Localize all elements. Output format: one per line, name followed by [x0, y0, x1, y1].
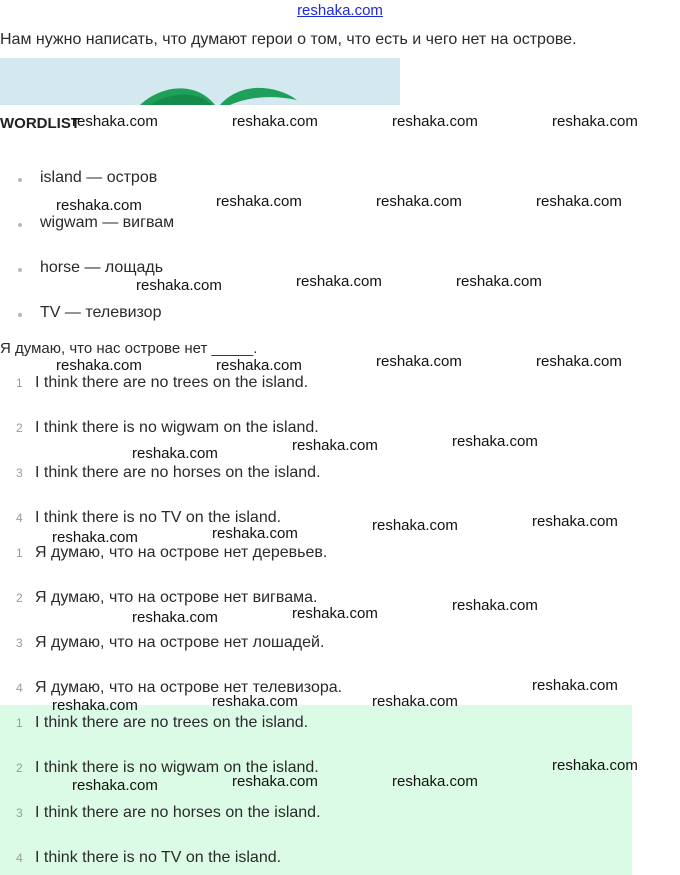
- list-number: 3: [16, 466, 23, 480]
- watermark: reshaka.com: [376, 353, 462, 370]
- wordlist-title: WORDLIST: [0, 115, 80, 132]
- watermark: reshaka.com: [552, 757, 638, 774]
- watermark: reshaka.com: [72, 113, 158, 130]
- list-number: 2: [16, 421, 23, 435]
- watermark: reshaka.com: [216, 357, 302, 374]
- watermark: reshaka.com: [552, 113, 638, 130]
- watermark: reshaka.com: [212, 693, 298, 710]
- list-number: 4: [16, 851, 23, 865]
- watermark: reshaka.com: [452, 597, 538, 614]
- translation-line: Я думаю, что на острове нет деревьев.: [35, 544, 328, 561]
- translation-line: Я думаю, что на острове нет вигвама.: [35, 589, 318, 606]
- wordlist-item: TV — телевизор: [40, 304, 162, 321]
- palm-leaves-icon: [0, 58, 400, 105]
- answer-line: I think there is no TV on the island.: [35, 849, 282, 866]
- exercise-line: I think there is no TV on the island.: [35, 509, 282, 526]
- watermark: reshaka.com: [376, 193, 462, 210]
- list-number: 3: [16, 636, 23, 650]
- watermark: reshaka.com: [232, 113, 318, 130]
- watermark: reshaka.com: [296, 273, 382, 290]
- watermark: reshaka.com: [392, 773, 478, 790]
- watermark: reshaka.com: [132, 445, 218, 462]
- list-number: 4: [16, 681, 23, 695]
- watermark: reshaka.com: [532, 677, 618, 694]
- watermark: reshaka.com: [132, 609, 218, 626]
- bullet-icon: [18, 178, 22, 182]
- answer-line: I think there are no trees on the island.: [35, 714, 309, 731]
- exercise-line: I think there is no wigwam on the island.: [35, 419, 319, 436]
- wordlist-item: horse — лощадь: [40, 259, 164, 276]
- wordlist-item: island — остров: [40, 169, 158, 186]
- exercise-line: I think there are no horses on the island.: [35, 464, 321, 481]
- watermark: reshaka.com: [56, 357, 142, 374]
- watermark: reshaka.com: [536, 193, 622, 210]
- list-number: 1: [16, 546, 23, 560]
- watermark: reshaka.com: [52, 697, 138, 714]
- site-header-link[interactable]: reshaka.com: [297, 2, 383, 19]
- watermark: reshaka.com: [372, 517, 458, 534]
- answer-line: I think there is no wigwam on the island.: [35, 759, 319, 776]
- translation-line: Я думаю, что на острове нет телевизора.: [35, 679, 343, 696]
- watermark: reshaka.com: [372, 693, 458, 710]
- list-number: 1: [16, 376, 23, 390]
- list-number: 3: [16, 806, 23, 820]
- exercise-line: I think there are no trees on the island.: [35, 374, 309, 391]
- list-number: 1: [16, 716, 23, 730]
- bullet-icon: [18, 313, 22, 317]
- watermark: reshaka.com: [292, 605, 378, 622]
- watermark: reshaka.com: [536, 353, 622, 370]
- watermark: reshaka.com: [72, 777, 158, 794]
- watermark: reshaka.com: [212, 525, 298, 542]
- list-number: 2: [16, 761, 23, 775]
- answer-line: I think there are no horses on the island.: [35, 804, 321, 821]
- watermark: reshaka.com: [56, 197, 142, 214]
- translation-line: Я думаю, что на острове нет лошадей.: [35, 634, 325, 651]
- watermark: reshaka.com: [232, 773, 318, 790]
- watermark: reshaka.com: [216, 193, 302, 210]
- watermark: reshaka.com: [292, 437, 378, 454]
- bullet-icon: [18, 223, 22, 227]
- watermark: reshaka.com: [392, 113, 478, 130]
- list-number: 4: [16, 511, 23, 525]
- watermark: reshaka.com: [52, 529, 138, 546]
- watermark: reshaka.com: [136, 277, 222, 294]
- exercise-prompt: Я думаю, что нас острове нет _____.: [0, 340, 258, 357]
- bullet-icon: [18, 268, 22, 272]
- watermark: reshaka.com: [456, 273, 542, 290]
- wordlist-item: wigwam — вигвам: [40, 214, 175, 231]
- watermark: reshaka.com: [532, 513, 618, 530]
- banner-image: [0, 58, 400, 105]
- list-number: 2: [16, 591, 23, 605]
- watermark: reshaka.com: [452, 433, 538, 450]
- intro-text: Нам нужно написать, что думают герои о том, что есть и чего нет на острове.: [0, 31, 577, 48]
